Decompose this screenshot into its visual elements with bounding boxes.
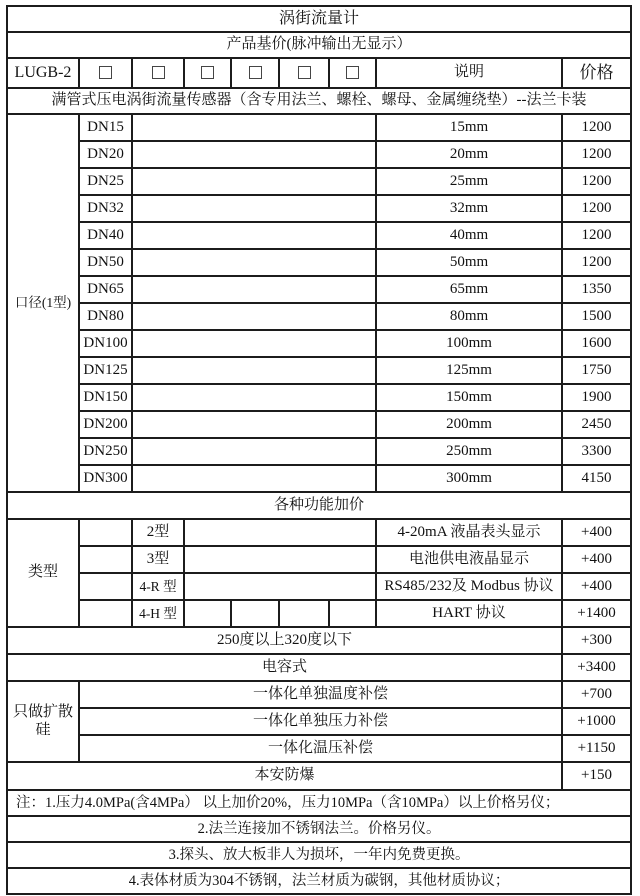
dn-label: DN300 — [79, 465, 132, 492]
table-row — [7, 411, 631, 438]
diameter-section-label: 口径(1型) — [7, 114, 79, 492]
dn-size: 100mm — [376, 330, 562, 357]
type-label: 4-R 型 — [132, 573, 184, 600]
dn-label: DN40 — [79, 222, 132, 249]
spacer-cell — [79, 519, 132, 546]
spacer-cell — [132, 168, 376, 195]
subtitle-row — [7, 32, 631, 58]
table-row — [7, 654, 631, 681]
checkbox-cell[interactable] — [329, 58, 376, 88]
type-desc: RS485/232及 Modbus 协议 — [376, 573, 562, 600]
note-text: 注：1.压力4.0MPa(含4MPa） 以上加价20%，压力10MPa（含10MPa）以上价格另仪； — [7, 790, 631, 816]
capacitive-price: +3400 — [562, 654, 631, 681]
model-header-row — [7, 58, 631, 88]
spacer-cell — [132, 114, 376, 141]
spacer-cell — [132, 303, 376, 330]
spacer-cell — [132, 195, 376, 222]
dn-price: 1200 — [562, 141, 631, 168]
spacer-cell — [79, 600, 132, 627]
dn-price: 3300 — [562, 438, 631, 465]
table-row — [7, 276, 631, 303]
type-label: 3型 — [132, 546, 184, 573]
spacer-cell — [79, 546, 132, 573]
dn-label: DN150 — [79, 384, 132, 411]
checkbox-cell[interactable] — [279, 58, 329, 88]
temp-range-price: +300 — [562, 627, 631, 654]
table-row — [7, 573, 631, 600]
page-title: 涡街流量计 — [7, 6, 631, 32]
addons-header-row — [7, 492, 631, 519]
spacer-cell — [231, 600, 279, 627]
spacer-cell — [132, 222, 376, 249]
spacer-cell — [132, 141, 376, 168]
dn-label: DN100 — [79, 330, 132, 357]
table-row — [7, 546, 631, 573]
price-header: 价格 — [562, 58, 631, 88]
dn-price: 1600 — [562, 330, 631, 357]
table-row — [7, 465, 631, 492]
table-row — [7, 627, 631, 654]
type-label: 4-H 型 — [132, 600, 184, 627]
dn-label: DN80 — [79, 303, 132, 330]
dn-price: 1200 — [562, 114, 631, 141]
spacer-cell — [132, 465, 376, 492]
dn-label: DN50 — [79, 249, 132, 276]
checkbox-icon[interactable] — [249, 66, 262, 79]
table-row — [7, 168, 631, 195]
spacer-cell — [132, 384, 376, 411]
table-row — [7, 330, 631, 357]
dn-size: 250mm — [376, 438, 562, 465]
dn-size: 40mm — [376, 222, 562, 249]
dn-label: DN25 — [79, 168, 132, 195]
dn-size: 50mm — [376, 249, 562, 276]
spacer-cell — [184, 573, 376, 600]
dn-size: 125mm — [376, 357, 562, 384]
note-row — [7, 868, 631, 894]
compensation-price: +1150 — [562, 735, 631, 762]
compensation-desc: 一体化单独压力补偿 — [79, 708, 562, 735]
table-row — [7, 141, 631, 168]
dn-size: 65mm — [376, 276, 562, 303]
spacer-cell — [132, 330, 376, 357]
checkbox-icon[interactable] — [152, 66, 165, 79]
dn-label: DN250 — [79, 438, 132, 465]
spacer-cell — [184, 519, 376, 546]
table-row — [7, 195, 631, 222]
spec-header: 说明 — [376, 58, 562, 88]
note-text: 2.法兰连接加不锈钢法兰。价格另仪。 — [7, 816, 631, 842]
checkbox-icon[interactable] — [99, 66, 112, 79]
table-row — [7, 114, 631, 141]
dn-label: DN32 — [79, 195, 132, 222]
dn-label: DN65 — [79, 276, 132, 303]
model-code: LUGB-2 — [7, 58, 79, 88]
table-row — [7, 708, 631, 735]
checkbox-cell[interactable] — [132, 58, 184, 88]
safety-price: +150 — [562, 762, 631, 790]
compensation-price: +1000 — [562, 708, 631, 735]
spacer-cell — [132, 438, 376, 465]
dn-price: 1500 — [562, 303, 631, 330]
price-table — [6, 5, 632, 895]
dn-size: 200mm — [376, 411, 562, 438]
sensor-description: 满管式压电涡街流量传感器（含专用法兰、螺栓、螺母、金属缠绕垫）--法兰卡装 — [7, 88, 631, 114]
note-row — [7, 842, 631, 868]
table-row — [7, 519, 631, 546]
silicon-section-label: 只做扩散硅 — [7, 681, 79, 762]
spacer-cell — [79, 573, 132, 600]
checkbox-cell[interactable] — [79, 58, 132, 88]
sensor-description-row — [7, 88, 631, 114]
dn-size: 20mm — [376, 141, 562, 168]
type-price: +400 — [562, 573, 631, 600]
dn-price: 1200 — [562, 195, 631, 222]
dn-size: 32mm — [376, 195, 562, 222]
type-desc: 4-20mA 液晶表头显示 — [376, 519, 562, 546]
compensation-desc: 一体化温压补偿 — [79, 735, 562, 762]
type-desc: 电池供电液晶显示 — [376, 546, 562, 573]
table-row — [7, 249, 631, 276]
checkbox-icon[interactable] — [346, 66, 359, 79]
addons-header: 各种功能加价 — [7, 492, 631, 519]
table-row — [7, 762, 631, 790]
dn-size: 150mm — [376, 384, 562, 411]
dn-label: DN15 — [79, 114, 132, 141]
dn-price: 2450 — [562, 411, 631, 438]
capacitive-desc: 电容式 — [7, 654, 562, 681]
note-row — [7, 790, 631, 816]
subtitle: 产品基价(脉冲输出无显示） — [7, 32, 631, 58]
dn-label: DN200 — [79, 411, 132, 438]
type-price: +1400 — [562, 600, 631, 627]
title-row — [7, 6, 631, 32]
table-row — [7, 438, 631, 465]
spacer-cell — [132, 276, 376, 303]
table-row — [7, 600, 631, 627]
checkbox-icon[interactable] — [201, 66, 214, 79]
dn-price: 1200 — [562, 222, 631, 249]
note-row — [7, 816, 631, 842]
dn-size: 80mm — [376, 303, 562, 330]
checkbox-icon[interactable] — [298, 66, 311, 79]
note-text: 4.表体材质为304不锈钢，法兰材质为碳钢，其他材质协议； — [7, 868, 631, 894]
dn-label: DN20 — [79, 141, 132, 168]
table-row — [7, 303, 631, 330]
spacer-cell — [329, 600, 376, 627]
compensation-price: +700 — [562, 681, 631, 708]
type-desc: HART 协议 — [376, 600, 562, 627]
type-price: +400 — [562, 546, 631, 573]
type-section-label: 类型 — [7, 519, 79, 627]
safety-desc: 本安防爆 — [7, 762, 562, 790]
checkbox-cell[interactable] — [184, 58, 231, 88]
type-label: 2型 — [132, 519, 184, 546]
dn-size: 25mm — [376, 168, 562, 195]
note-text: 3.探头、放大板非人为损坏，一年内免费更换。 — [7, 842, 631, 868]
table-row — [7, 222, 631, 249]
spacer-cell — [132, 411, 376, 438]
temp-range-desc: 250度以上320度以下 — [7, 627, 562, 654]
dn-price: 1900 — [562, 384, 631, 411]
spacer-cell — [184, 600, 231, 627]
checkbox-cell[interactable] — [231, 58, 279, 88]
compensation-desc: 一体化单独温度补偿 — [79, 681, 562, 708]
dn-size: 15mm — [376, 114, 562, 141]
table-row — [7, 384, 631, 411]
dn-price: 1200 — [562, 168, 631, 195]
spacer-cell — [184, 546, 376, 573]
table-row — [7, 735, 631, 762]
dn-price: 4150 — [562, 465, 631, 492]
table-row — [7, 681, 631, 708]
dn-price: 1750 — [562, 357, 631, 384]
spacer-cell — [132, 249, 376, 276]
spacer-cell — [132, 357, 376, 384]
spacer-cell — [279, 600, 329, 627]
dn-price: 1200 — [562, 249, 631, 276]
dn-price: 1350 — [562, 276, 631, 303]
type-price: +400 — [562, 519, 631, 546]
table-row — [7, 357, 631, 384]
dn-label: DN125 — [79, 357, 132, 384]
dn-size: 300mm — [376, 465, 562, 492]
